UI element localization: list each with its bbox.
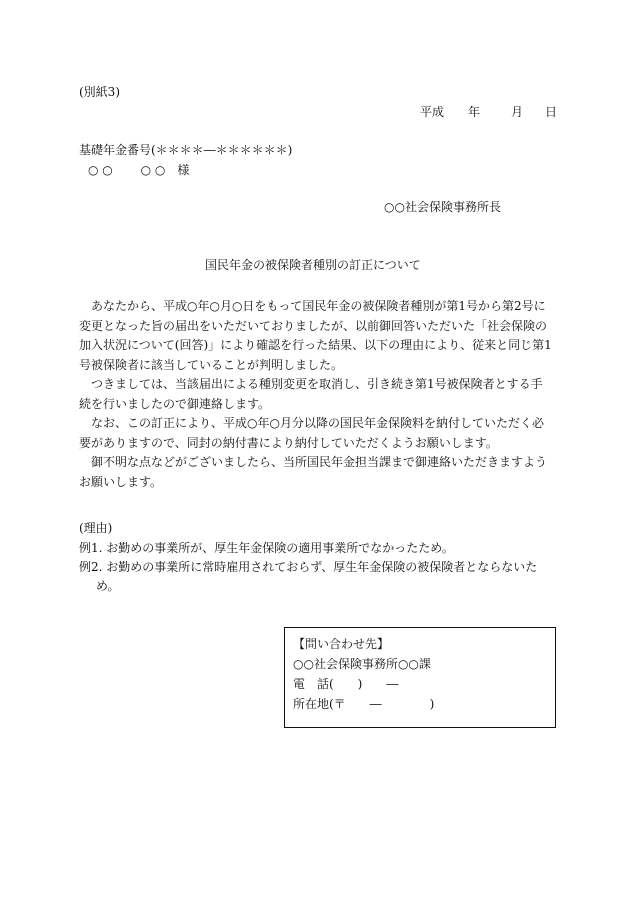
body-paragraph-2: つきましては、当該届出による種別変更を取消し、引き続き第1号被保険者とする手続を行いましたので御連絡します。 xyxy=(79,377,543,411)
recipient-name: ○ ○ ○ ○ 様 xyxy=(88,163,190,177)
reason-example-2: 例2. お勤めの事業所に常時雇用されておらず、厚生年金保険の被保険者とならないた xyxy=(79,560,538,574)
letter-body xyxy=(79,297,554,492)
reason-example-2-continued: め。 xyxy=(96,579,120,593)
reason-example-1: 例1. お勤めの事業所が、厚生年金保険の適用事業所でなかったため。 xyxy=(79,541,454,555)
body-paragraph-1: あなたから、平成○年○月○日をもって国民年金の被保険者種別が第1号から第2号に変更となった旨の届出をいただいておりましたが、以前御回答いただいた「社会保険の加入状況について(回答)」により確認を行った結果、以下の理由により、従来と同じ第1号被保険者に該当していることが判明しました。 xyxy=(79,299,552,372)
pension-number-label: 基礎年金番号(＊＊＊＊―＊＊＊＊＊＊) xyxy=(79,143,293,157)
date-day: 日 xyxy=(545,105,558,119)
document-title: 国民年金の被保険者種別の訂正について xyxy=(205,258,421,272)
contact-address: 所在地(〒 ― ) xyxy=(293,697,435,711)
date-month: 月 xyxy=(511,105,524,119)
body-paragraph-4: 御不明な点などがございましたら、当所国民年金担当課まで御連絡いただきますようお願いします。 xyxy=(79,455,548,489)
date-year: 年 xyxy=(468,105,481,119)
contact-box xyxy=(284,627,556,728)
annex-label: (別紙3) xyxy=(79,85,120,99)
reasons-heading: (理由) xyxy=(79,521,113,535)
date-era: 平成 xyxy=(420,105,445,119)
body-paragraph-3: なお、この訂正により、平成○年○月分以降の国民年金保険料を納付していただく必要がありますので、同封の納付書により納付していただくようお願いします。 xyxy=(79,416,544,450)
contact-phone: 電 話( ) ― xyxy=(293,677,399,691)
sender-office: ○○社会保険事務所長 xyxy=(384,200,501,214)
date-line xyxy=(420,104,557,120)
contact-department: ○○社会保険事務所○○課 xyxy=(293,657,431,671)
contact-heading: 【問い合わせ先】 xyxy=(293,637,390,651)
